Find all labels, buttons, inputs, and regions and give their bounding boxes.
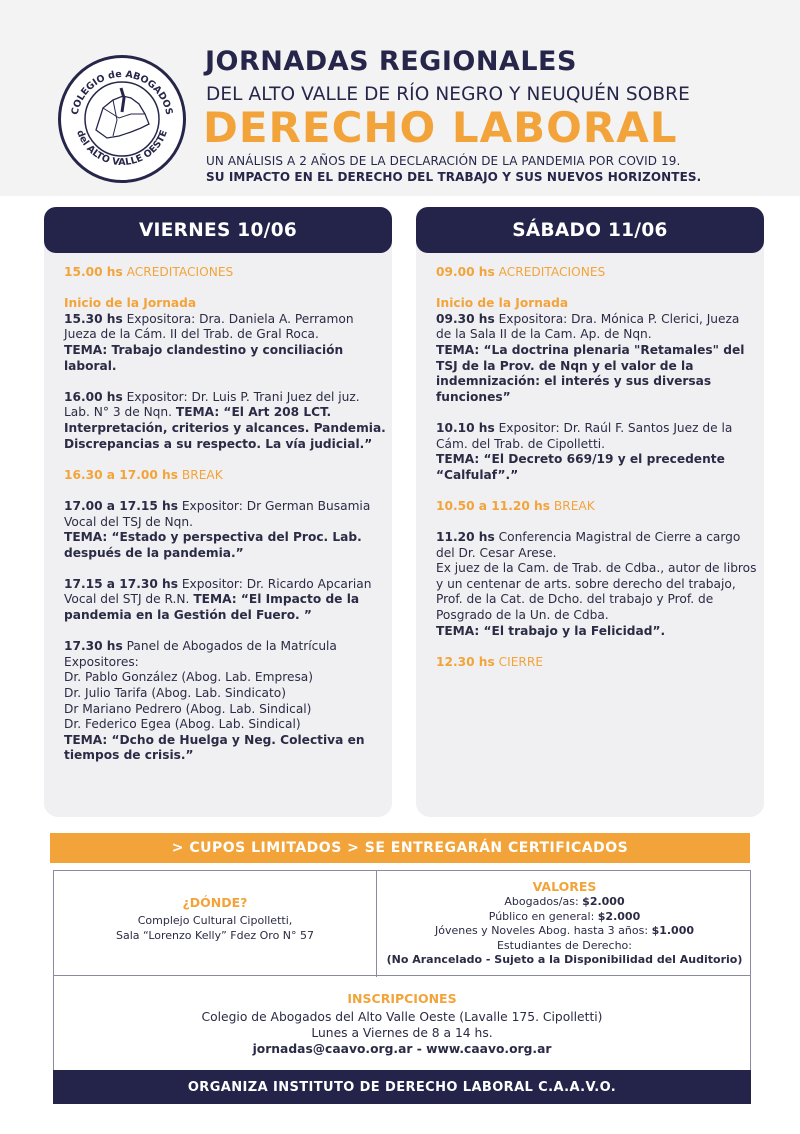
title-line-3: DERECHO LABORAL xyxy=(203,103,678,152)
logo-bottom-text: del ALTO VALLE OESTE xyxy=(74,128,170,169)
contact-links[interactable]: jornadas@caavo.org.ar - www.caavo.org.ar xyxy=(252,1042,552,1056)
cupos-banner: > CUPOS LIMITADOS > SE ENTREGARÁN CERTIFICADOS xyxy=(50,833,750,863)
donde-section: ¿DÓNDE? Complejo Cultural Cipolletti, Sala “Lorenzo Kelly” Fdez Oro N° 57 xyxy=(54,871,376,977)
colegio-logo xyxy=(58,55,186,183)
viernes-heading: VIERNES 10/06 xyxy=(44,207,392,253)
inscripciones-heading: INSCRIPCIONES xyxy=(347,991,457,1006)
sabado-heading: SÁBADO 11/06 xyxy=(416,207,764,253)
schedule-item: 09.00 hs ACREDITACIONES xyxy=(436,265,606,279)
header xyxy=(0,0,800,196)
sabado-column xyxy=(416,207,764,817)
schedule-item: 17.00 a 17.15 hs Expositor: Dr German Busamia Vocal del TSJ de Nqn. TEMA: “Estado y perspectiva del Proc. Lab. después de la pandemia.” xyxy=(64,498,371,560)
schedule-item: 11.20 hs Conferencia Magistral de Cierre a cargo del Dr. Cesar Arese. Ex juez de la Cam. de Trab. de Cdba., autor de libros y un centenar de arts. sobre derecho del trabajo, Prof. de la Cat. de Dcho. del trabajo y Prof. de Posgrado de la Un. de Cdba. TEMA: “El trabajo y la Felicidad”. xyxy=(436,530,757,638)
info-box xyxy=(53,870,751,976)
schedule-item: 12.30 hs CIERRE xyxy=(436,654,544,669)
schedule-item: 17.15 a 17.30 hs Expositor: Dr. Ricardo Apcarian Vocal del STJ de R.N. TEMA: “El Impacto de la pandemia en la Gestión del Fuero. ” xyxy=(64,576,372,623)
title-line-2: DEL ALTO VALLE DE RÍO NEGRO Y NEUQUÉN SOBRE xyxy=(206,84,690,105)
schedule-item: 16.00 hs Expositor: Dr. Luis P. Trani Juez del juz. Lab. N° 3 de Nqn. TEMA: “El Art 208 LCT. Interpretación, criterios y alcances. Pandemia. Discrepancias a su respecto. La vía judicial.” xyxy=(64,389,386,451)
schedule-item: 17.30 hs Panel de Abogados de la Matrícula Expositores: Dr. Pablo González (Abog. Lab. Empresa) Dr. Julio Tarifa (Abog. Lab. Sindicato) Dr Mariano Pedrero (Abog. Lab. Sindical) Dr. Federico Egea (Abog. Lab. Sindical) TEMA: “Dcho de Huelga y Neg. Colectiva en tiempos de crisis.” xyxy=(64,639,365,763)
valores-section: VALORES Abogados/as: $2.000 Público en general: $2.000 Jóvenes y Noveles Abog. hasta 3 años: $1.000 Estudiantes de Derecho: (No Arancelado - Sujeto a la Disponibilidad del Auditorio) xyxy=(377,871,752,977)
organizer-footer: ORGANIZA INSTITUTO DE DERECHO LABORAL C.A.A.V.O. xyxy=(53,1070,751,1104)
inscripciones-section: INSCRIPCIONES Colegio de Abogados del Alto Valle Oeste (Lavalle 175. Cipolletti) Lunes a Viernes de 8 a 14 hs. jornadas@caavo.org.ar - www.caavo.org.ar xyxy=(53,976,751,1072)
viernes-schedule xyxy=(64,265,386,780)
schedule-item: 16.30 a 17.00 hs BREAK xyxy=(64,467,223,482)
schedule-item: 10.10 hs Expositor: Dr. Raúl F. Santos Juez de la Cám. del Trab. de Cipolletti. TEMA: “El Decreto 669/19 y el precedente “Calfulaf”.” xyxy=(436,420,733,482)
sabado-schedule xyxy=(436,265,758,686)
viernes-column xyxy=(44,207,392,817)
logo-emblem-icon xyxy=(61,58,183,180)
subtitle-line-1: UN ANÁLISIS A 2 AÑOS DE LA DECLARACIÓN DE LA PANDEMIA POR COVID 19. xyxy=(206,154,681,168)
title-line-1: JORNADAS REGIONALES xyxy=(205,46,577,77)
schedule-item: Inicio de la Jornada 15.30 hs Expositora: Dra. Daniela A. Perramon Jueza de la Cám. II del Trab. de Gral Roca. TEMA: Trabajo clandestino y conciliación laboral. xyxy=(64,296,354,373)
valores-heading: VALORES xyxy=(532,879,597,894)
schedule-item: 10.50 a 11.20 hs BREAK xyxy=(436,498,595,513)
schedule-item: Inicio de la Jornada 09.30 hs Expositora: Dra. Mónica P. Clerici, Jueza de la Sala II de la Cam. Ap. de Nqn. TEMA: “La doctrina plenaria "Retamales" del TSJ de la Prov. de Nqn y el valor de la indemnización: el interés y sus diversas funciones” xyxy=(436,296,745,404)
donde-heading: ¿DÓNDE? xyxy=(182,895,248,910)
schedule-item: 15.00 hs ACREDITACIONES xyxy=(64,265,234,279)
logo-top-text: COLEGIO de ABOGADOS xyxy=(69,68,175,116)
subtitle-line-2: SU IMPACTO EN EL DERECHO DEL TRABAJO Y SUS NUEVOS HORIZONTES. xyxy=(206,170,702,184)
